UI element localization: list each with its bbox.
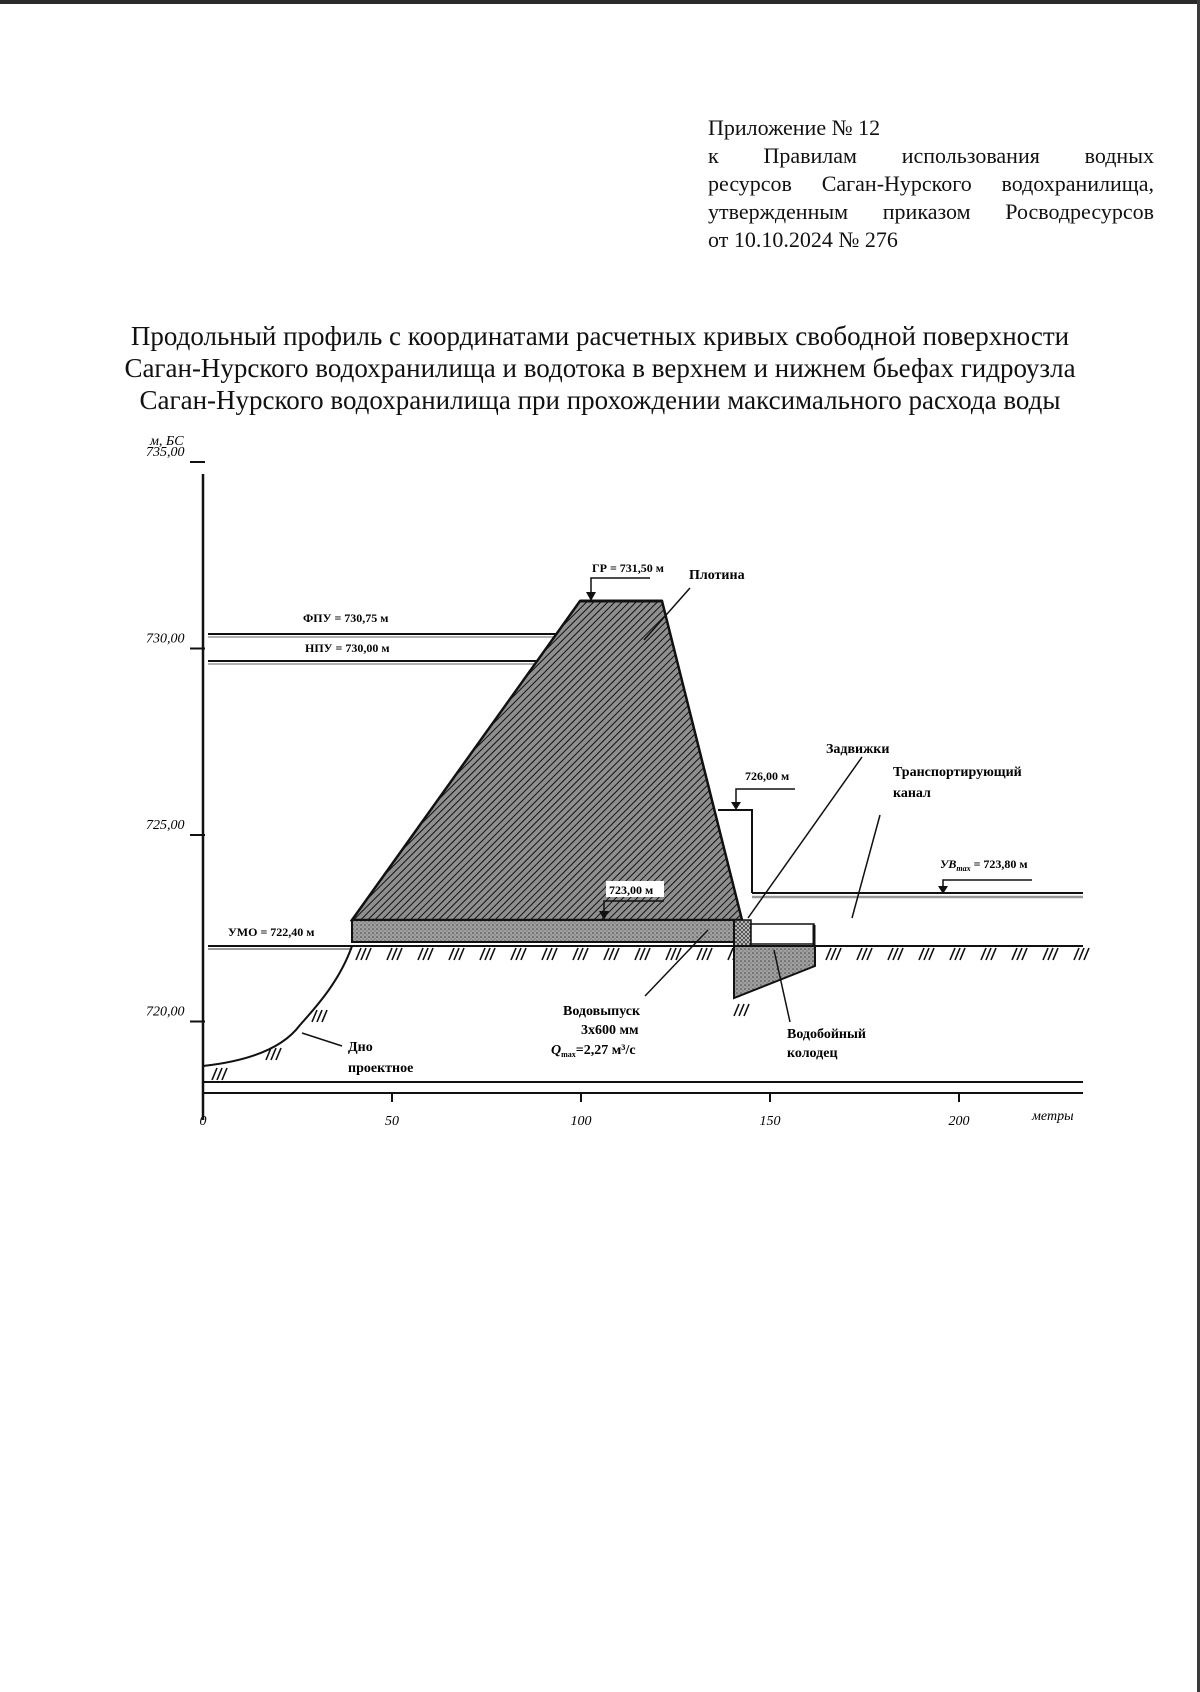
ground-hatch-stroke — [898, 948, 903, 960]
ground-hatch-stroke — [547, 948, 552, 960]
outlet-label-line2: 3х600 мм — [581, 1023, 639, 1038]
ground-hatch-stroke — [542, 948, 547, 960]
appendix-line: от 10.10.2024 № 276 — [708, 227, 898, 252]
ground-hatch-stroke — [516, 948, 521, 960]
ground-hatch-stroke — [955, 948, 960, 960]
gr-label: ГР = 731,50 м — [592, 561, 664, 575]
umo-label: УМО = 722,40 м — [228, 925, 315, 939]
tailwater-label-main: УВ — [940, 857, 957, 871]
ground-hatch-stroke — [950, 948, 955, 960]
x-tick-label: 50 — [385, 1114, 399, 1129]
outlet-pipe — [352, 920, 734, 942]
ground-hatch-stroke — [697, 948, 702, 960]
y-tick-label: 725,00 — [146, 818, 185, 833]
x-tick-label: 100 — [570, 1114, 592, 1129]
gates-label: Задвижки — [826, 742, 890, 757]
outlet-q-label — [551, 1043, 636, 1059]
outlet-downstream-pipe — [751, 924, 814, 944]
ground-hatch-stroke — [271, 1048, 276, 1060]
ground-hatch-stroke — [862, 948, 867, 960]
x-axis-ticks — [200, 1093, 970, 1129]
appendix-line: к Правилам использования водных — [708, 143, 1154, 168]
ground-hatch-stroke — [728, 948, 733, 960]
ground-hatch-stroke — [511, 948, 516, 960]
title-line: Саган-Нурского водохранилища при прохождении максимального расхода воды — [139, 385, 1061, 415]
outlet-top-label: 723,00 м — [609, 883, 654, 897]
ground-hatch-stroke — [423, 948, 428, 960]
dam-label: Плотина — [689, 568, 745, 583]
appendix-line: ресурсов Саган-Нурского водохранилища, — [708, 171, 1154, 196]
x-tick-label: 150 — [759, 1114, 781, 1129]
ground-hatch-stroke — [418, 948, 423, 960]
gate-chamber — [734, 920, 751, 946]
ground-hatch-stroke — [707, 948, 712, 960]
ground-hatch-stroke — [366, 948, 371, 960]
ground-hatch-stroke — [888, 948, 893, 960]
ground-hatch-stroke — [826, 948, 831, 960]
outlet-q-rest: =2,27 м³/с — [575, 1043, 636, 1058]
ground-hatch-stroke — [635, 948, 640, 960]
outlet-q-main: Q — [551, 1043, 562, 1058]
outlet-q-sub: max — [561, 1050, 576, 1059]
ground-hatch-stroke — [924, 948, 929, 960]
ground-hatch-stroke — [449, 948, 454, 960]
npu-label: НПУ = 730,00 м — [305, 641, 390, 655]
ground-hatch-stroke — [428, 948, 433, 960]
ground-hatch-stroke — [981, 948, 986, 960]
ground-hatch-stroke — [744, 1004, 749, 1016]
ground-hatch-stroke — [552, 948, 557, 960]
ground-hatch-stroke — [490, 948, 495, 960]
ground-hatch-stroke — [387, 948, 392, 960]
appendix-line: Приложение № 12 — [708, 115, 881, 140]
y-tick-label: 720,00 — [146, 1004, 185, 1020]
ground-hatch-stroke — [578, 948, 583, 960]
ground-hatch-stroke — [734, 1004, 739, 1016]
ground-hatch-stroke — [929, 948, 934, 960]
fpu-label: ФПУ = 730,75 м — [303, 611, 389, 625]
ground-hatch-stroke — [671, 948, 676, 960]
ground-hatch-stroke — [212, 1068, 217, 1080]
ground-hatch-stroke — [836, 948, 841, 960]
title-line: Продольный профиль с координатами расчетных кривых свободной поверхности — [130, 321, 1070, 351]
ground-hatch-stroke — [739, 1004, 744, 1016]
basin-label-line2: колодец — [787, 1046, 838, 1061]
ground-hatch-stroke — [640, 948, 645, 960]
canal-label-line1: Транспортирующий — [893, 765, 1022, 780]
gr-callout-line — [591, 578, 650, 596]
ground-hatch-stroke — [666, 948, 671, 960]
berm-label: 726,00 м — [745, 769, 790, 783]
ground-hatch-stroke — [986, 948, 991, 960]
tailwater-label — [940, 857, 1028, 873]
tailwater-callout-line — [943, 880, 1032, 890]
ground-hatch-stroke — [1053, 948, 1058, 960]
y-tick-label: 730,00 — [146, 631, 185, 647]
ground-hatch-stroke — [276, 1048, 281, 1060]
canal-leader — [852, 815, 880, 918]
x-tick-label: 0 — [199, 1114, 207, 1129]
x-axis-label: метры — [1032, 1109, 1074, 1124]
dam-body — [352, 601, 742, 920]
ground-hatch-stroke — [1074, 948, 1079, 960]
design-bottom — [203, 946, 1089, 1080]
ground-hatch-stroke — [322, 1010, 327, 1022]
ground-hatch-stroke — [573, 948, 578, 960]
tailwater-label-sub: max — [956, 864, 971, 873]
ground-hatch-stroke — [392, 948, 397, 960]
ground-hatch-stroke — [397, 948, 402, 960]
bottom-leader — [302, 1033, 342, 1046]
ground-hatch-stroke — [919, 948, 924, 960]
ground-hatch-stroke — [361, 948, 366, 960]
ground-hatch-stroke — [609, 948, 614, 960]
ground-hatch-stroke — [702, 948, 707, 960]
basin-label-line1: Водобойный — [787, 1027, 866, 1042]
ground-hatch-stroke — [1022, 948, 1027, 960]
ground-hatch-stroke — [356, 948, 361, 960]
ground-hatch-stroke — [614, 948, 619, 960]
ground-hatch-stroke — [867, 948, 872, 960]
ground-hatch-stroke — [459, 948, 464, 960]
ground-hatch-stroke — [645, 948, 650, 960]
canal-label-line2: канал — [893, 786, 931, 801]
ground-hatch-stroke — [857, 948, 862, 960]
ground-hatch-stroke — [831, 948, 836, 960]
appendix-line: утвержденным приказом Росводресурсов — [708, 199, 1154, 224]
ground-hatch-stroke — [454, 948, 459, 960]
ground-hatch-stroke — [960, 948, 965, 960]
ground-hatch-stroke — [991, 948, 996, 960]
ground-hatch-stroke — [480, 948, 485, 960]
ground-hatch-stroke — [1079, 948, 1084, 960]
ground-hatch-stroke — [1043, 948, 1048, 960]
ground-hatch-stroke — [217, 1068, 222, 1080]
ground-hatch-stroke — [604, 948, 609, 960]
berm-callout-line — [736, 789, 795, 806]
bottom-label-line2: проектное — [348, 1061, 414, 1076]
title-line: Саган-Нурского водохранилища и водотока в верхнем и нижнем бьефах гидроузла — [124, 353, 1076, 383]
y-tick-label: 735,00 — [146, 445, 185, 460]
bottom-label-line1: Дно — [348, 1040, 373, 1055]
y-axis-label: м, БС — [150, 434, 184, 449]
x-tick-label: 200 — [948, 1114, 970, 1129]
ground-hatch-stroke — [893, 948, 898, 960]
ground-hatch-stroke — [1084, 948, 1089, 960]
outlet-label-line1: Водовыпуск — [563, 1004, 641, 1019]
tailwater-label-rest: = 723,80 м — [970, 857, 1028, 871]
ground-hatch-stroke — [1017, 948, 1022, 960]
ground-hatch-stroke — [1012, 948, 1017, 960]
ground-hatch-stroke — [317, 1010, 322, 1022]
bottom-curve — [203, 946, 352, 1066]
ground-hatch-stroke — [485, 948, 490, 960]
ground-hatch-stroke — [521, 948, 526, 960]
berm-callout-arrow — [731, 802, 741, 810]
y-axis-ticks — [146, 445, 205, 1022]
ground-hatch-stroke — [222, 1068, 227, 1080]
ground-hatch-stroke — [1048, 948, 1053, 960]
ground-hatch-stroke — [583, 948, 588, 960]
